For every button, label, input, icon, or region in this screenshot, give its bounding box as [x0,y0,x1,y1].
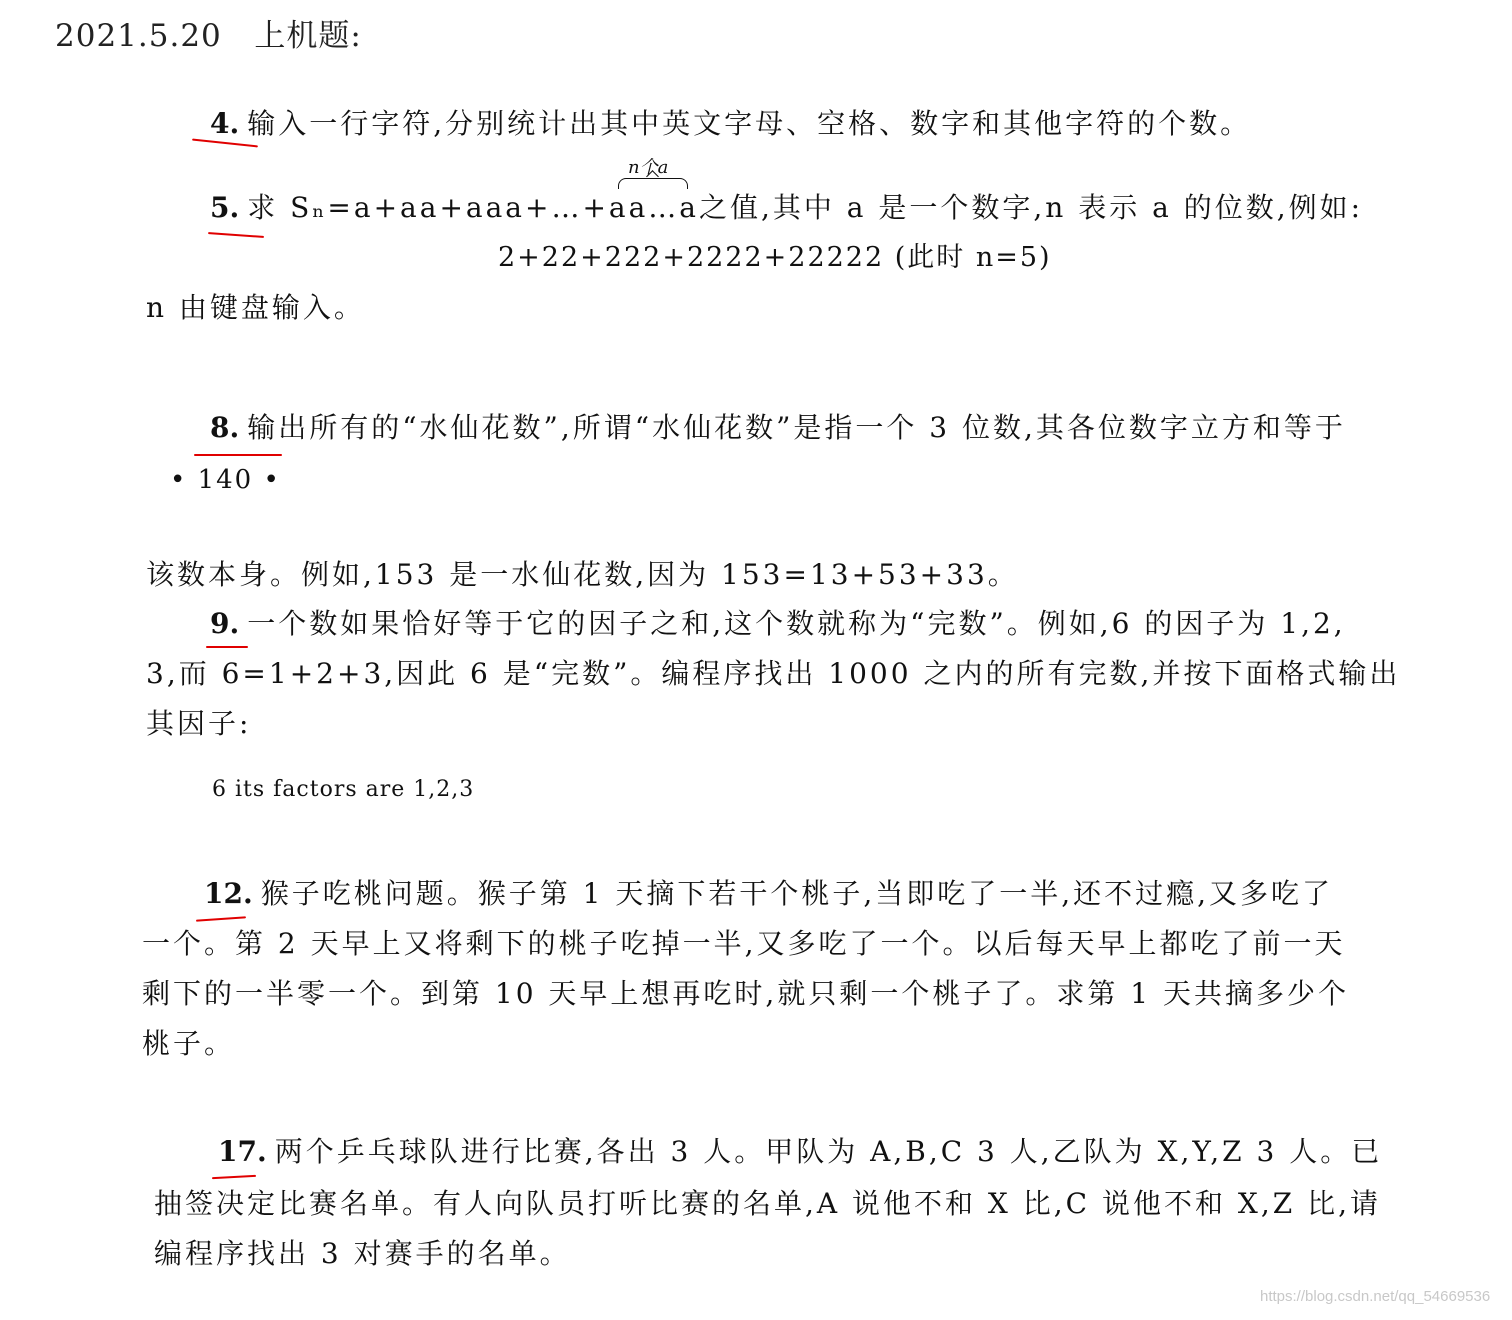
example-formula: 2+22+222+2222+22222 (此时 n=5) [498,242,1052,273]
problem-9-line-3: 其因子: [146,707,252,740]
sum-formula: Sₙ=a+aa+aaa+…+aa…a [290,191,699,224]
header-title: 上机题: [254,18,362,54]
problem-4 [210,104,1251,144]
problem-number: 5. [210,191,240,224]
problem-12 [204,874,1333,914]
problem-number: 8. [210,411,240,444]
red-underline [196,916,246,921]
output-format-example: 6 its factors are 1,2,3 [212,777,475,802]
problem-9-line-2: 3,而 6=1+2+3,因此 6 是“完数”。编程序找出 1000 之内的所有完数,并按下面格式输出 [146,657,1401,690]
problem-12-line-3: 剩下的一半零一个。到第 10 天早上想再吃时,就只剩一个桃子了。求第 1 天共摘多少个 [142,977,1349,1010]
watermark: https://blog.csdn.net/qq_54669536 [1260,1288,1491,1305]
problem-number: 4. [210,107,240,140]
red-underline [212,1175,256,1179]
problem-17 [218,1132,1382,1172]
red-underline [208,232,264,238]
problem-number: 17. [218,1135,267,1168]
problem-text-suffix: 之值,其中 a 是一个数字,n 表示 a 的位数,例如: [698,191,1364,224]
problem-8-line-2: 该数本身。例如,153 是一水仙花数,因为 153=13+53+33。 [146,558,1019,591]
date-label: 2021.5.20 [55,18,222,54]
problem-text: 猴子吃桃问题。猴子第 1 天摘下若干个桃子,当即吃了一半,还不过瘾,又多吃了 [260,877,1334,910]
page-number: • 140 • [170,465,281,495]
problem-8 [210,408,1346,448]
problem-text: 输入一行字符,分别统计出其中英文字母、空格、数字和其他字符的个数。 [247,107,1252,140]
red-underline [194,454,282,456]
brace-label: n个a [628,157,669,178]
page-header [55,16,362,56]
red-underline [206,646,248,648]
problem-text: 输出所有的“水仙花数”,所谓“水仙花数”是指一个 3 位数,其各位数字立方和等于 [247,411,1346,444]
problem-text: 两个乒乓球队进行比赛,各出 3 人。甲队为 A,B,C 3 人,乙队为 X,Y,Z 3 人。已 [274,1135,1383,1168]
problem-5-line-3: n 由键盘输入。 [146,291,365,324]
problem-text: 一个数如果恰好等于它的因子之和,这个数就称为“完数”。例如,6 的因子为 1,2, [247,607,1346,640]
problem-number: 9. [210,607,240,640]
problem-17-line-3: 编程序找出 3 对赛手的名单。 [154,1237,571,1270]
problem-17-line-2: 抽签决定比赛名单。有人向队员打听比赛的名单,A 说他不和 X 比,C 说他不和 X,Z 比,请 [154,1187,1381,1220]
problem-12-line-2: 一个。第 2 天早上又将剩下的桃子吃掉一半,又多吃了一个。以后每天早上都吃了前一天 [142,927,1346,960]
problem-12-line-4: 桃子。 [142,1027,236,1060]
problem-9 [210,604,1346,644]
problem-number: 12. [204,877,253,910]
problem-text-prefix: 求 [247,191,291,224]
problem-5 [210,188,1363,228]
